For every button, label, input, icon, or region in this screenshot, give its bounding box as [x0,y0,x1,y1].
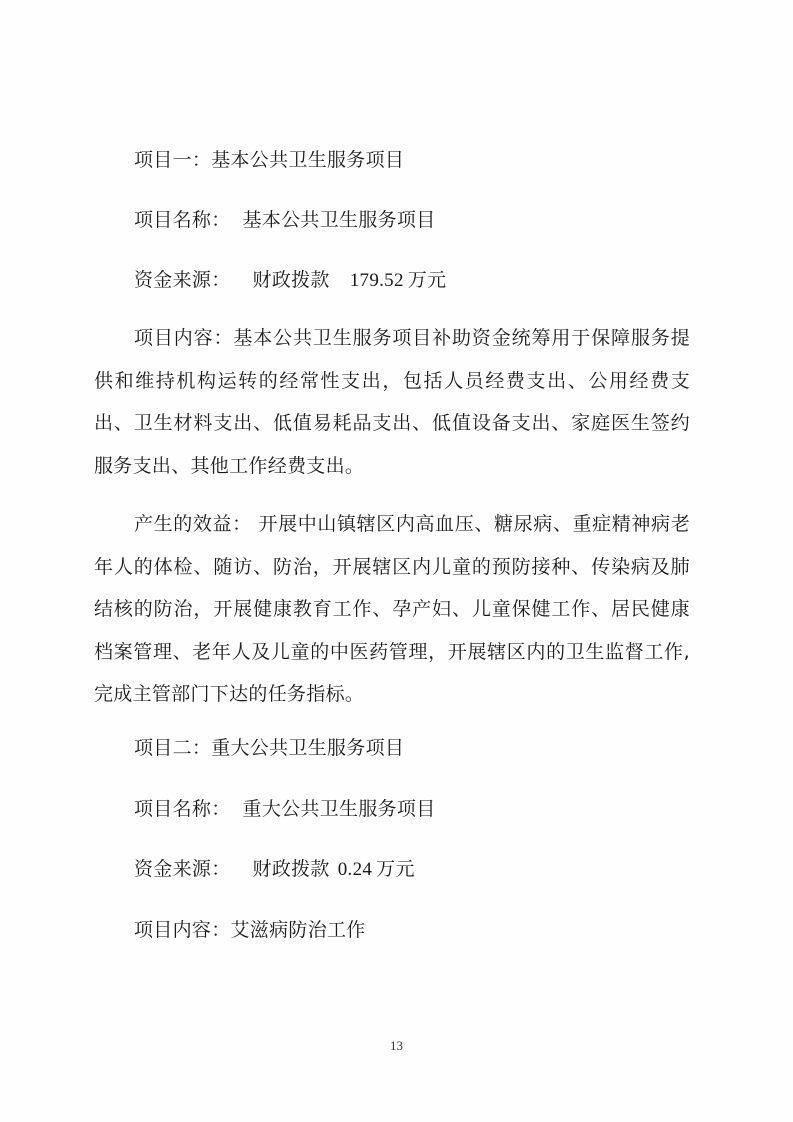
project1-fund-label: 资金来源： [134,269,231,291]
project1-name-value: 基本公共卫生服务项目 [242,209,436,231]
project2-content: 项目内容：艾滋病防治工作 [134,919,366,941]
project1-benefit: 产生的效益： 开展中山镇辖区内高血压、糖尿病、重症精神病老年人的体检、随访、防治，开展辖区内儿童的预防接种、传染病及肺结核的防治，开展健康教育工作、孕产妇、儿童保健工作、居民健康档案管理、老年人及儿童的中医药管理，开展辖区内的卫生监督工作,完成主管部门下达的任务指标。 [94,513,690,705]
project1-content: 项目内容：基本公共卫生服务项目补助资金统筹用于保障服务提供和维持机构运转的经常性支出，包括人员经费支出、公用经费支出、卫生材料支出、低值易耗品支出、低值设备支出、家庭医生签约服务支出、其他工作经费支出。 [94,327,690,477]
project1-name-line [134,208,436,232]
project2-name-value: 重大公共卫生服务项目 [242,798,436,820]
project2-fund-label: 资金来源： [134,858,231,880]
project1-fund-source: 财政拨款 [252,269,330,291]
page-number: 13 [390,1038,403,1053]
project2-fund-line [134,857,415,882]
project1-heading: 项目一：基本公共卫生服务项目 [134,149,405,171]
project2-heading: 项目二：重大公共卫生服务项目 [134,737,405,759]
project1-name-label: 项目名称： [134,209,231,231]
project1-fund-amount: 179.52 [349,270,404,291]
project2-fund-unit: 万元 [376,858,415,880]
project2-name-label: 项目名称： [134,798,231,820]
project2-name-line [134,797,436,821]
project2-fund-source: 财政拨款 [252,858,330,880]
project1-fund-unit: 万元 [407,269,447,291]
project2-fund-amount: 0.24 [337,859,373,880]
project1-fund-line [134,268,446,293]
